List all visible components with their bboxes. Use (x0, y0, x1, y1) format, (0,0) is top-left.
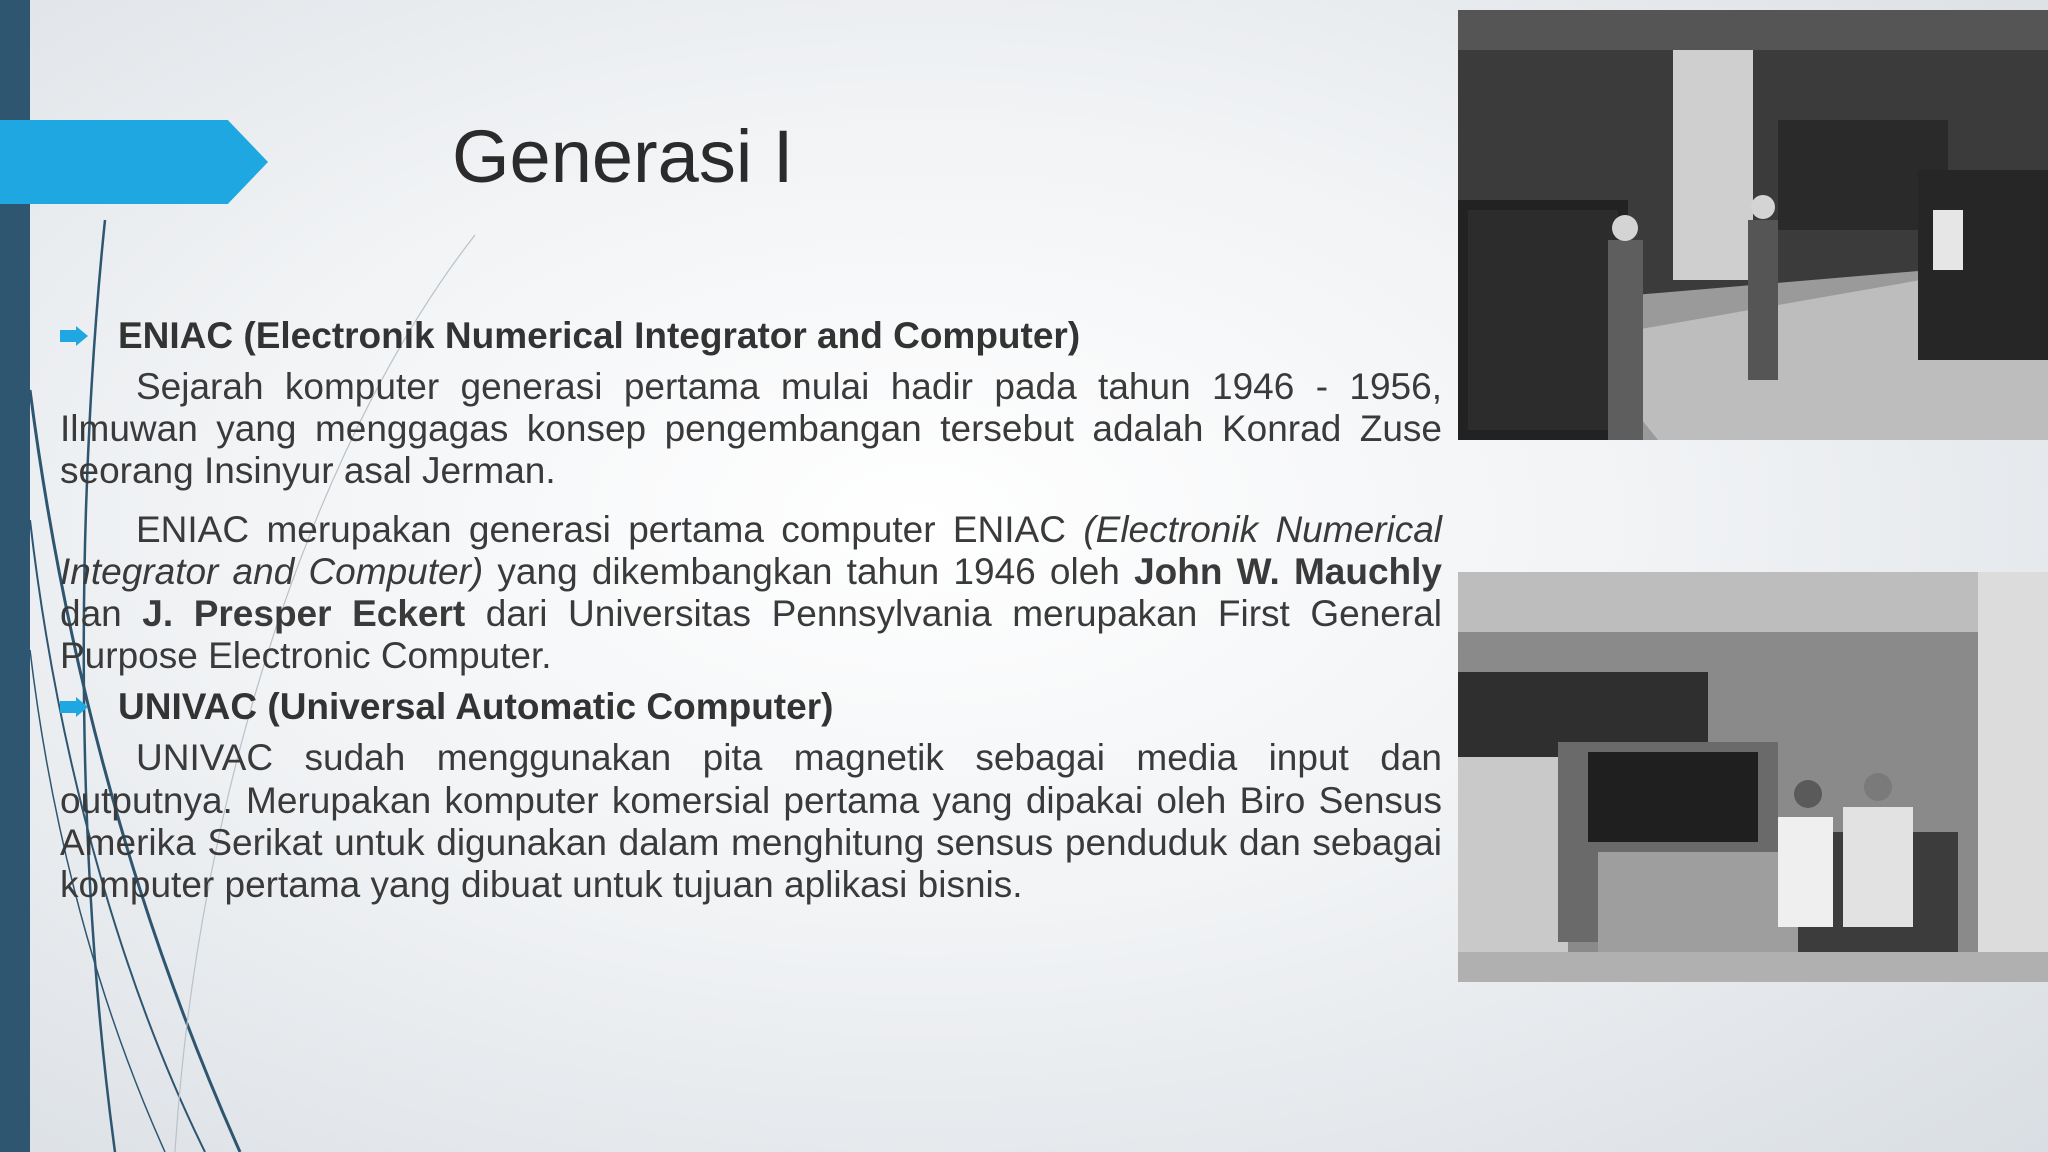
eniac-p2-text-2: yang dikembangkan tahun 1946 oleh (483, 550, 1135, 592)
section-heading-text: ENIAC (Electronik Numerical Integrator and Computer) (118, 315, 1081, 356)
univac-photo (1458, 572, 2048, 982)
arrow-bullet-icon (60, 326, 88, 346)
eniac-p2-text-1: ENIAC merupakan generasi pertama computer ENIAC (136, 508, 1084, 550)
arrow-bullet-icon (60, 697, 88, 717)
section-heading-text: UNIVAC (Universal Automatic Computer) (118, 686, 834, 728)
section-heading-eniac (60, 312, 1442, 360)
eniac-paragraph-1: Sejarah komputer generasi pertama mulai hadir pada tahun 1946 - 1956, Ilmuwan yang menggagas konsep pengembangan tersebut adalah Konrad Zuse seorang Insinyur asal Jerman. (60, 366, 1442, 492)
univac-paragraph-1: UNIVAC sudah menggunakan pita magnetik sebagai media input dan outputnya. Merupakan komputer komersial pertama yang dipakai oleh Biro Sensus Amerika Serikat untuk digunakan dalam menghitung sensus penduduk dan sebagai komputer pertama yang dibuat untuk tujuan aplikasi bisnis. (60, 737, 1442, 905)
eniac-p2-text-4: dari Universitas Pennsylvania merupakan First General Purpose Electronic Computer. (60, 592, 1443, 677)
eniac-p2-name-eckert: J. Presper Eckert (142, 592, 466, 634)
eniac-photo (1458, 10, 2048, 440)
eniac-paragraph-2 (60, 509, 1442, 678)
eniac-p2-fullname: (Electronik Numerical Integrator and Computer) (60, 508, 1442, 592)
section-heading-univac (60, 683, 1442, 731)
eniac-p2-text-3: dan (60, 592, 143, 634)
eniac-p2-name-mauchly: John W. Mauchly (1134, 550, 1442, 592)
slide-content (60, 312, 1442, 906)
slide-title: Generasi I (452, 115, 794, 198)
title-accent-arrow (0, 120, 268, 204)
